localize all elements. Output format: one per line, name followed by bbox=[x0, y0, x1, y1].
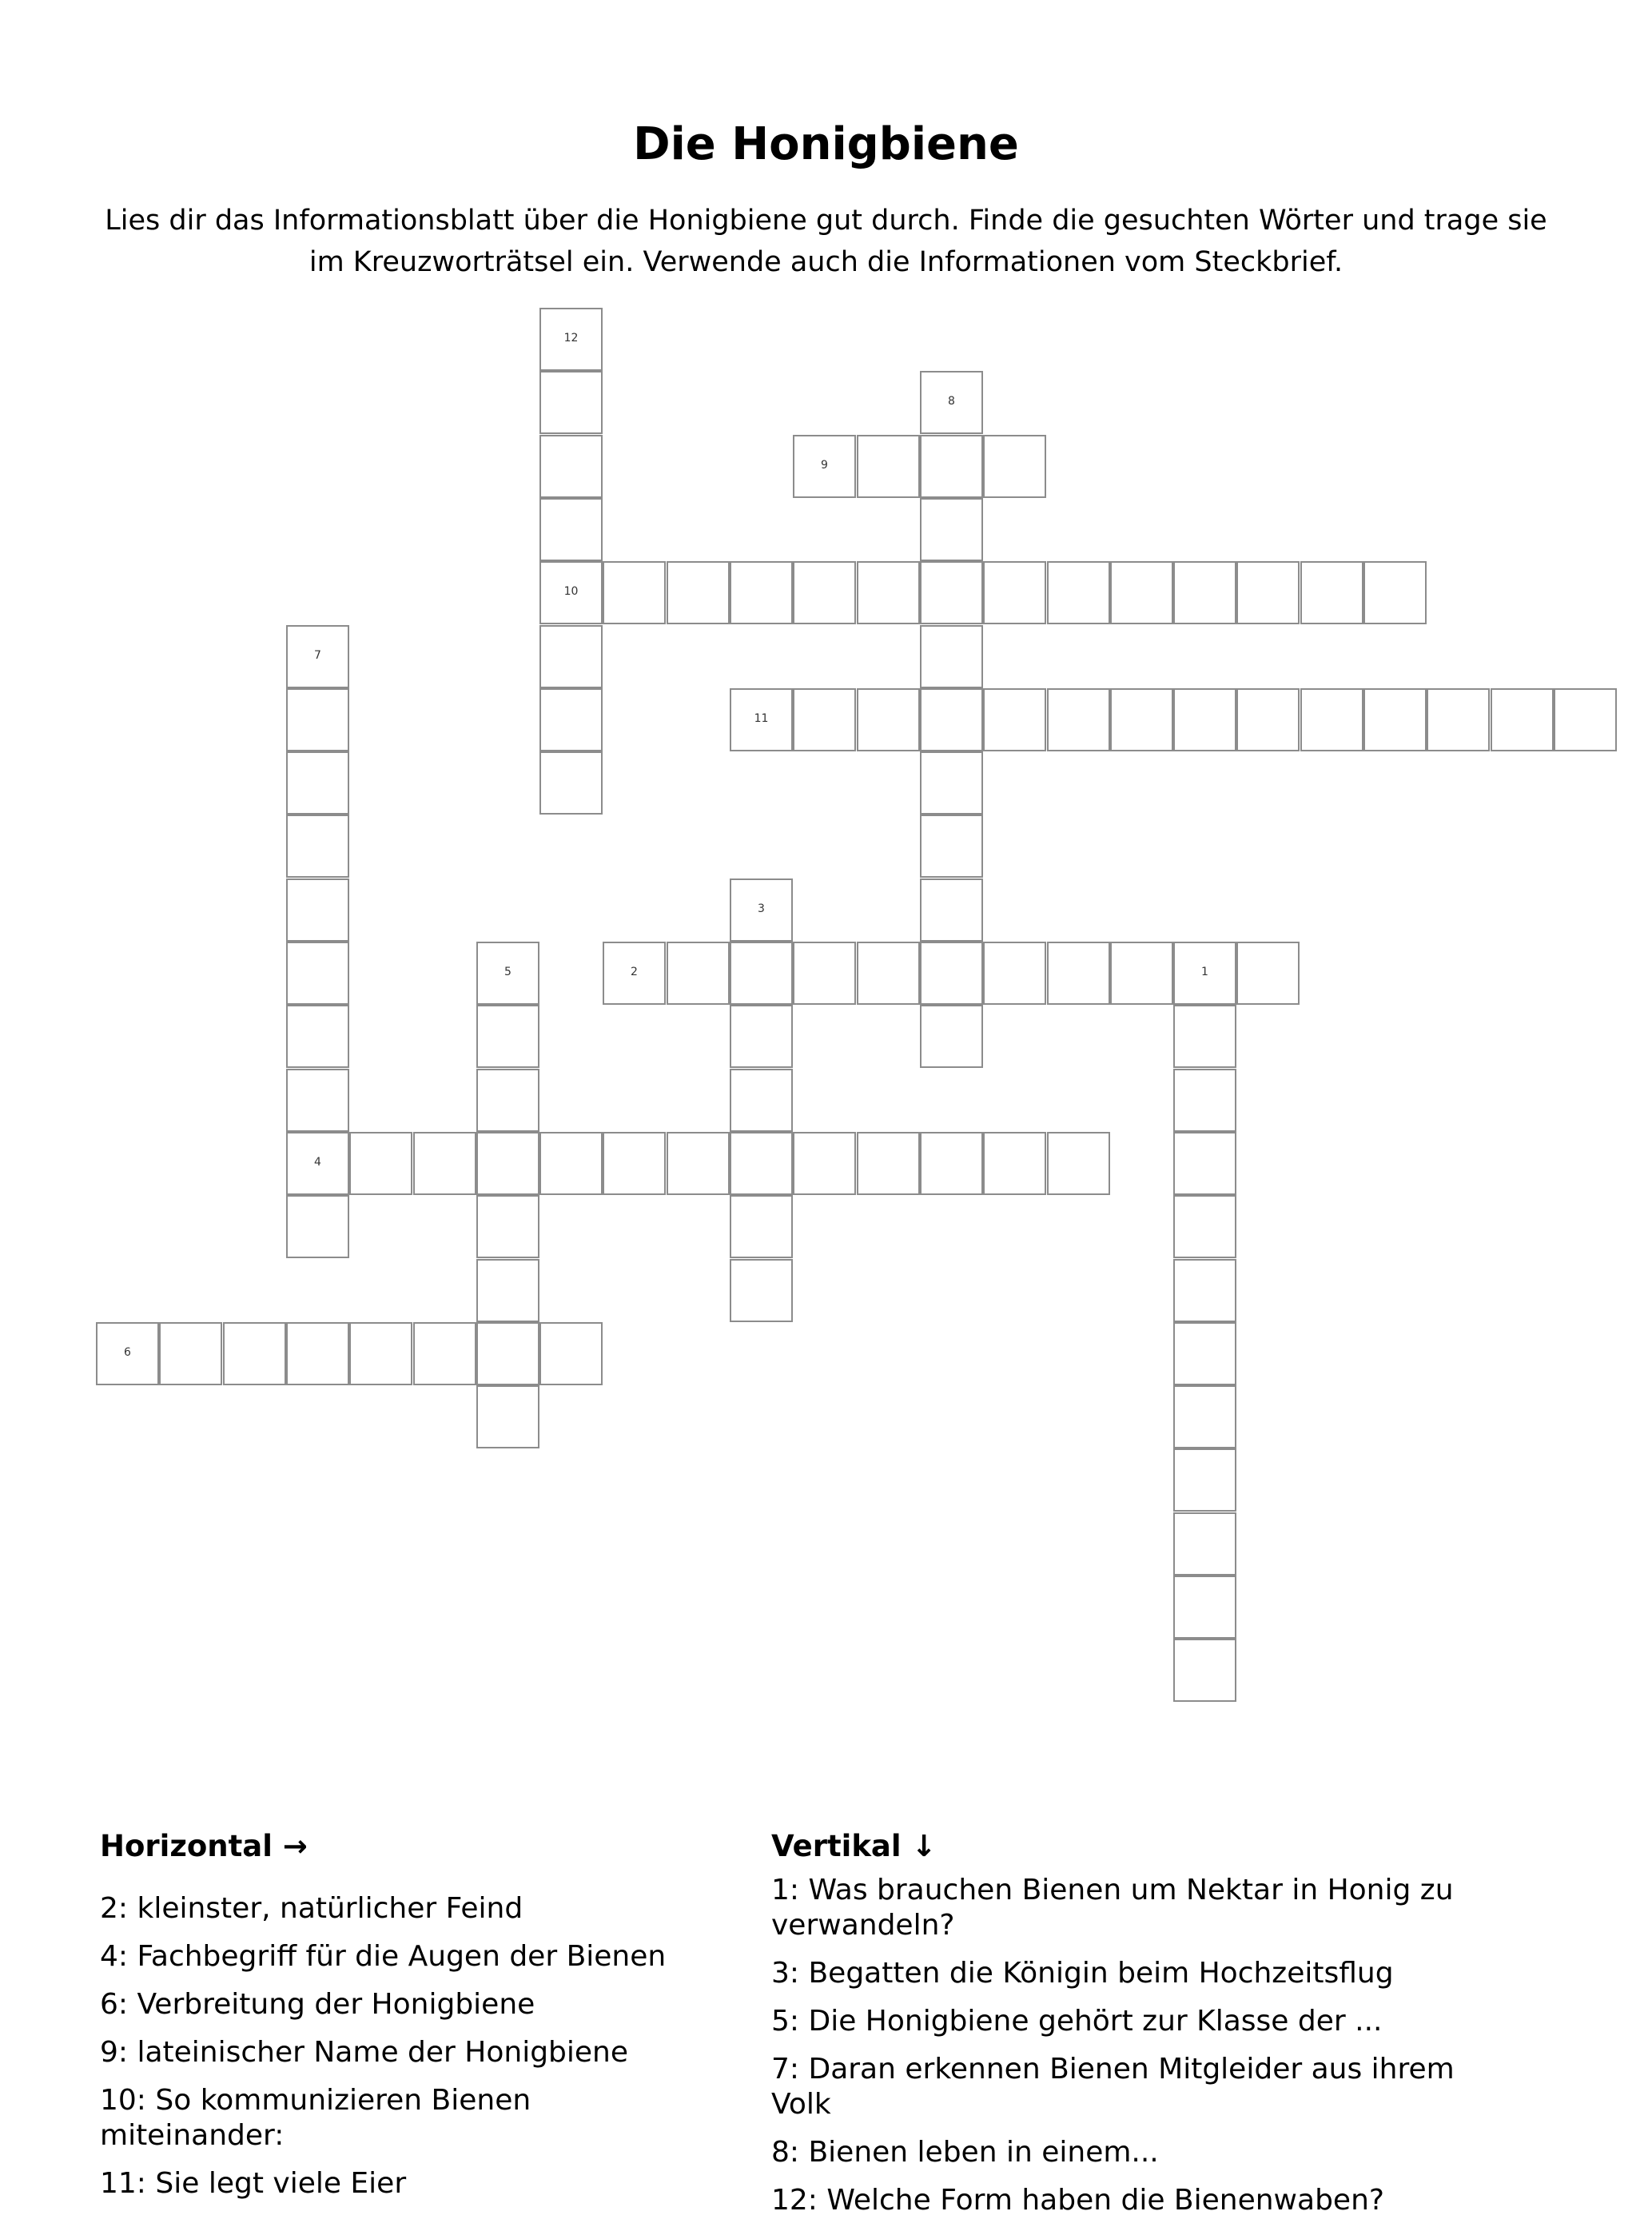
crossword-cell[interactable] bbox=[793, 688, 856, 751]
crossword-cell[interactable] bbox=[349, 1322, 412, 1385]
crossword-cell[interactable] bbox=[96, 1322, 159, 1385]
crossword-cell[interactable] bbox=[603, 1132, 666, 1195]
crossword-cell[interactable] bbox=[730, 1132, 793, 1195]
crossword-cell[interactable] bbox=[920, 751, 983, 815]
crossword-cell[interactable] bbox=[476, 1132, 539, 1195]
crossword-cell[interactable] bbox=[1363, 561, 1427, 624]
crossword-cell[interactable] bbox=[539, 1322, 603, 1385]
clue-item: 12: Welche Form haben die Bienenwaben? bbox=[771, 2184, 1384, 2217]
clue-item: 5: Die Honigbiene gehört zur Klasse der ... bbox=[771, 2005, 1383, 2038]
clue-number: 9 bbox=[821, 459, 828, 472]
crossword-cell[interactable] bbox=[1110, 688, 1173, 751]
crossword-cell[interactable] bbox=[920, 435, 983, 498]
crossword-cell[interactable] bbox=[159, 1322, 222, 1385]
crossword-cell[interactable] bbox=[793, 1132, 856, 1195]
clue-number: 7 bbox=[314, 649, 321, 662]
page-title: Die Honigbiene bbox=[633, 118, 1019, 170]
crossword-cell[interactable] bbox=[1173, 1132, 1236, 1195]
crossword-cell[interactable] bbox=[539, 1132, 603, 1195]
crossword-cell[interactable] bbox=[286, 1005, 349, 1068]
crossword-cell[interactable] bbox=[857, 688, 920, 751]
crossword-cell[interactable] bbox=[730, 942, 793, 1005]
crossword-cell[interactable] bbox=[286, 942, 349, 1005]
crossword-cell[interactable] bbox=[667, 1132, 730, 1195]
crossword-cell[interactable] bbox=[1173, 561, 1236, 624]
crossword-cell[interactable] bbox=[539, 688, 603, 751]
crossword-cell[interactable] bbox=[1236, 561, 1300, 624]
crossword-cell[interactable] bbox=[1173, 688, 1236, 751]
crossword-cell[interactable] bbox=[857, 1132, 920, 1195]
crossword-cell[interactable] bbox=[1363, 688, 1427, 751]
crossword-cell[interactable] bbox=[920, 688, 983, 751]
crossword-cell[interactable] bbox=[223, 1322, 286, 1385]
crossword-cell[interactable] bbox=[1427, 688, 1490, 751]
crossword-cell[interactable] bbox=[286, 688, 349, 751]
crossword-cell[interactable] bbox=[1173, 1259, 1236, 1322]
crossword-cell[interactable] bbox=[286, 878, 349, 942]
crossword-cell[interactable] bbox=[983, 1132, 1046, 1195]
clue-item: 4: Fachbegriff für die Augen der Bienen bbox=[100, 1940, 667, 1973]
crossword-cell[interactable] bbox=[286, 815, 349, 878]
clue-item: 1: Was brauchen Bienen um Nektar in Honig zu verwandeln? bbox=[771, 1874, 1454, 1942]
crossword-cell[interactable] bbox=[413, 1132, 476, 1195]
crossword-cell[interactable] bbox=[286, 1132, 349, 1195]
crossword-cell[interactable] bbox=[730, 1005, 793, 1068]
crossword-cell[interactable] bbox=[730, 878, 793, 942]
crossword-cell[interactable] bbox=[476, 942, 539, 1005]
crossword-cell[interactable] bbox=[920, 561, 983, 624]
crossword-cell[interactable] bbox=[603, 561, 666, 624]
crossword-cell[interactable] bbox=[286, 1322, 349, 1385]
crossword-cell[interactable] bbox=[476, 1195, 539, 1258]
crossword-cell[interactable] bbox=[920, 815, 983, 878]
crossword-cell[interactable] bbox=[286, 1195, 349, 1258]
crossword-cell[interactable] bbox=[667, 561, 730, 624]
crossword-cell[interactable] bbox=[1300, 688, 1363, 751]
crossword-cell[interactable] bbox=[920, 942, 983, 1005]
crossword-cell[interactable] bbox=[983, 688, 1046, 751]
clue-number: 10 bbox=[563, 585, 579, 598]
crossword-cell[interactable] bbox=[983, 561, 1046, 624]
crossword-cell[interactable] bbox=[1173, 1005, 1236, 1068]
crossword-cell[interactable] bbox=[286, 751, 349, 815]
crossword-cell[interactable] bbox=[1554, 688, 1617, 751]
crossword-cell[interactable] bbox=[857, 942, 920, 1005]
crossword-cell[interactable] bbox=[730, 688, 793, 751]
crossword-cell[interactable] bbox=[1110, 561, 1173, 624]
crossword-cell[interactable] bbox=[667, 942, 730, 1005]
crossword-cell[interactable] bbox=[349, 1132, 412, 1195]
crossword-cell[interactable] bbox=[1047, 1132, 1110, 1195]
crossword-cell[interactable] bbox=[920, 625, 983, 688]
clue-item: 11: Sie legt viele Eier bbox=[100, 2167, 407, 2200]
crossword-cell[interactable] bbox=[476, 1385, 539, 1448]
crossword-cell[interactable] bbox=[1173, 1448, 1236, 1512]
crossword-cell[interactable] bbox=[1173, 1385, 1236, 1448]
clue-number: 5 bbox=[504, 966, 512, 978]
crossword-cell[interactable] bbox=[286, 1069, 349, 1132]
clue-item: 6: Verbreitung der Honigbiene bbox=[100, 1988, 535, 2021]
clue-item: 9: lateinischer Name der Honigbiene bbox=[100, 2036, 629, 2069]
clue-number: 1 bbox=[1201, 966, 1208, 978]
crossword-cell[interactable] bbox=[793, 942, 856, 1005]
horizontal-clues-heading: Horizontal → bbox=[100, 1829, 308, 1863]
crossword-cell[interactable] bbox=[857, 435, 920, 498]
clue-item: 8: Bienen leben in einem... bbox=[771, 2136, 1159, 2169]
instructions-text: Lies dir das Informationsblatt über die Honigbiene gut durch. Finde die gesuchten Wörter und trage sie im Kreuzworträtsel ein. Verwende auch die Informationen vom Steckbrief. bbox=[105, 205, 1547, 278]
clue-item: 10: So kommunizieren Bienen miteinander: bbox=[100, 2084, 531, 2152]
crossword-cell[interactable] bbox=[1047, 688, 1110, 751]
crossword-cell[interactable] bbox=[476, 1259, 539, 1322]
crossword-cell[interactable] bbox=[1236, 688, 1300, 751]
crossword-cell[interactable] bbox=[983, 435, 1046, 498]
clue-number: 8 bbox=[948, 395, 955, 408]
crossword-cell[interactable] bbox=[539, 751, 603, 815]
crossword-cell[interactable] bbox=[920, 1005, 983, 1068]
clue-number: 3 bbox=[758, 902, 765, 915]
crossword-cell[interactable] bbox=[1110, 942, 1173, 1005]
crossword-cell[interactable] bbox=[476, 1069, 539, 1132]
crossword-cell[interactable] bbox=[730, 1069, 793, 1132]
crossword-cell[interactable] bbox=[413, 1322, 476, 1385]
horizontal-clue-list bbox=[100, 1891, 723, 2214]
crossword-cell[interactable] bbox=[539, 435, 603, 498]
clue-number: 12 bbox=[563, 332, 579, 345]
crossword-cell[interactable] bbox=[1236, 942, 1300, 1005]
clue-number: 6 bbox=[124, 1346, 131, 1359]
crossword-cell[interactable] bbox=[730, 1259, 793, 1322]
crossword-cell[interactable] bbox=[1173, 1639, 1236, 1702]
crossword-cell[interactable] bbox=[1173, 1512, 1236, 1576]
clue-number: 2 bbox=[631, 966, 638, 978]
crossword-cell[interactable] bbox=[476, 1322, 539, 1385]
crossword-cell[interactable] bbox=[1491, 688, 1554, 751]
crossword-cell[interactable] bbox=[286, 625, 349, 688]
vertical-clue-list bbox=[771, 1873, 1523, 2231]
clue-item: 3: Begatten die Königin beim Hochzeitsflug bbox=[771, 1957, 1394, 1990]
crossword-cell[interactable] bbox=[1173, 1322, 1236, 1385]
crossword-cell[interactable] bbox=[857, 561, 920, 624]
crossword-cell[interactable] bbox=[539, 625, 603, 688]
vertical-clues-heading: Vertikal ↓ bbox=[771, 1829, 937, 1863]
crossword-cell[interactable] bbox=[1047, 942, 1110, 1005]
clue-item: 2: kleinster, natürlicher Feind bbox=[100, 1892, 523, 1925]
crossword-cell[interactable] bbox=[539, 498, 603, 561]
crossword-cell[interactable] bbox=[730, 561, 793, 624]
crossword-cell[interactable] bbox=[1173, 942, 1236, 1005]
crossword-cell[interactable] bbox=[539, 308, 603, 371]
crossword-cell[interactable] bbox=[1173, 1069, 1236, 1132]
crossword-cell[interactable] bbox=[1047, 561, 1110, 624]
crossword-cell[interactable] bbox=[1300, 561, 1363, 624]
crossword-cell[interactable] bbox=[983, 942, 1046, 1005]
crossword-cell[interactable] bbox=[793, 561, 856, 624]
crossword-cell[interactable] bbox=[920, 1132, 983, 1195]
crossword-cell[interactable] bbox=[730, 1195, 793, 1258]
crossword-cell[interactable] bbox=[920, 878, 983, 942]
clue-number: 4 bbox=[314, 1156, 321, 1169]
crossword-cell[interactable] bbox=[603, 942, 666, 1005]
crossword-cell[interactable] bbox=[476, 1005, 539, 1068]
crossword-cell[interactable] bbox=[1173, 1195, 1236, 1258]
crossword-cell[interactable] bbox=[793, 435, 856, 498]
clue-number: 11 bbox=[754, 712, 769, 725]
crossword-cell[interactable] bbox=[539, 561, 603, 624]
clue-item: 7: Daran erkennen Bienen Mitgleider aus ihrem Volk bbox=[771, 2053, 1455, 2121]
crossword-cell[interactable] bbox=[920, 371, 983, 434]
crossword-cell[interactable] bbox=[1173, 1576, 1236, 1639]
crossword-cell[interactable] bbox=[920, 498, 983, 561]
crossword-cell[interactable] bbox=[539, 371, 603, 434]
